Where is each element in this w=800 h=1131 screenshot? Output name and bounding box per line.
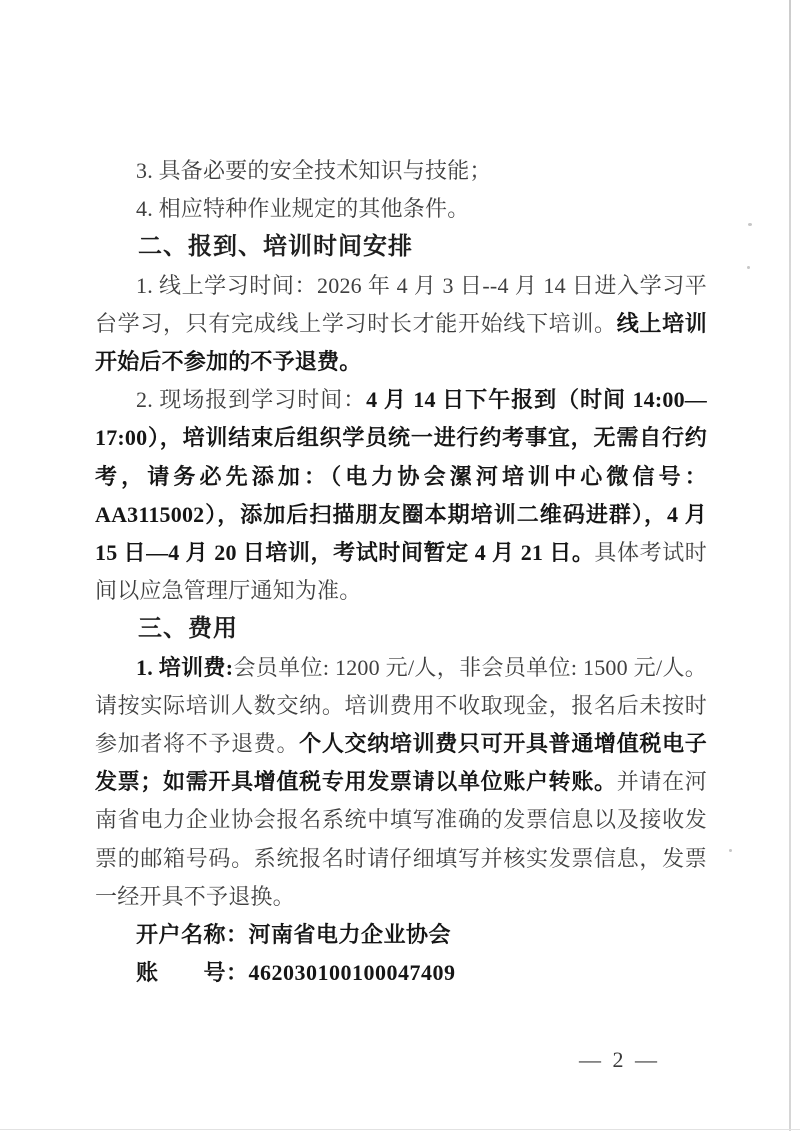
scan-speck — [747, 266, 750, 269]
scan-speck — [748, 223, 752, 226]
text-run: 具体考试时间以应急管理厅通知为准。 — [95, 540, 707, 604]
para-fees — [95, 649, 707, 916]
bold-run: 线上培训开始后不参加的不予退费。 — [95, 310, 707, 375]
document-body — [95, 152, 707, 992]
heading-text: 二、报到、培训时间安排 — [138, 233, 413, 261]
heading-text: 三、费用 — [138, 615, 238, 643]
list-item-3 — [95, 152, 707, 190]
para-onsite-checkin — [95, 381, 707, 610]
text-run: 1. 线上学习时间：2026 年 4 月 3 日--4 月 14 日进入学习平台学习，只有完成线上学习时长才能开始线下培训。 — [95, 272, 707, 336]
text-run: 2. 现场报到学习时间： — [136, 387, 367, 413]
text-run: 会员单位: 1200 元/人，非会员单位: 1500 元/人。请按实际培训人数交纳。培训费用不收取现金，报名后未按时参加者将不予退费。 — [95, 654, 707, 757]
scan-speck — [729, 849, 732, 852]
para-online-study — [95, 267, 707, 382]
bold-run: 4 月 14 日下午报到（时间 14:00—17:00），培训结束后组织学员统一进行约考事宜，无需自行约考，请务必先添加：（电力协会漯河培训中心微信号：AA3115002），添加后扫描朋友圈本期培训二维码进群），4 月 15 日—4 月 20 日培训，考试时间暂定 4 月 21 日。 — [95, 387, 707, 566]
bank-account-name — [95, 916, 707, 954]
text-run: 4. 相应特种作业规定的其他条件。 — [136, 196, 470, 222]
section-heading-2 — [95, 228, 707, 266]
page-number: — 2 — — [579, 1047, 660, 1072]
section-heading-3 — [95, 610, 707, 648]
text-run: 3. 具备必要的安全技术知识与技能； — [136, 158, 492, 183]
bold-run: 1. 培训费: — [136, 654, 234, 680]
scan-bottom-line — [0, 1129, 800, 1130]
bold-run: 账 号：462030100100047409 — [136, 960, 456, 986]
text-run: 并请在河南省电力企业协会报名系统中填写准确的发票信息以及接收发票的邮箱号码。系统报名时请仔细填写并核实发票信息，发票一经开具不予退换。 — [95, 769, 707, 909]
bold-run: 开户名称：河南省电力企业协会 — [136, 922, 452, 948]
bold-run: 个人交纳培训费只可开具普通增值税电子发票；如需开具增值税专用发票请以单位账户转账。 — [95, 731, 707, 795]
scan-edge-line — [789, 0, 791, 1131]
bank-account-number — [95, 954, 707, 992]
list-item-4 — [95, 190, 707, 228]
